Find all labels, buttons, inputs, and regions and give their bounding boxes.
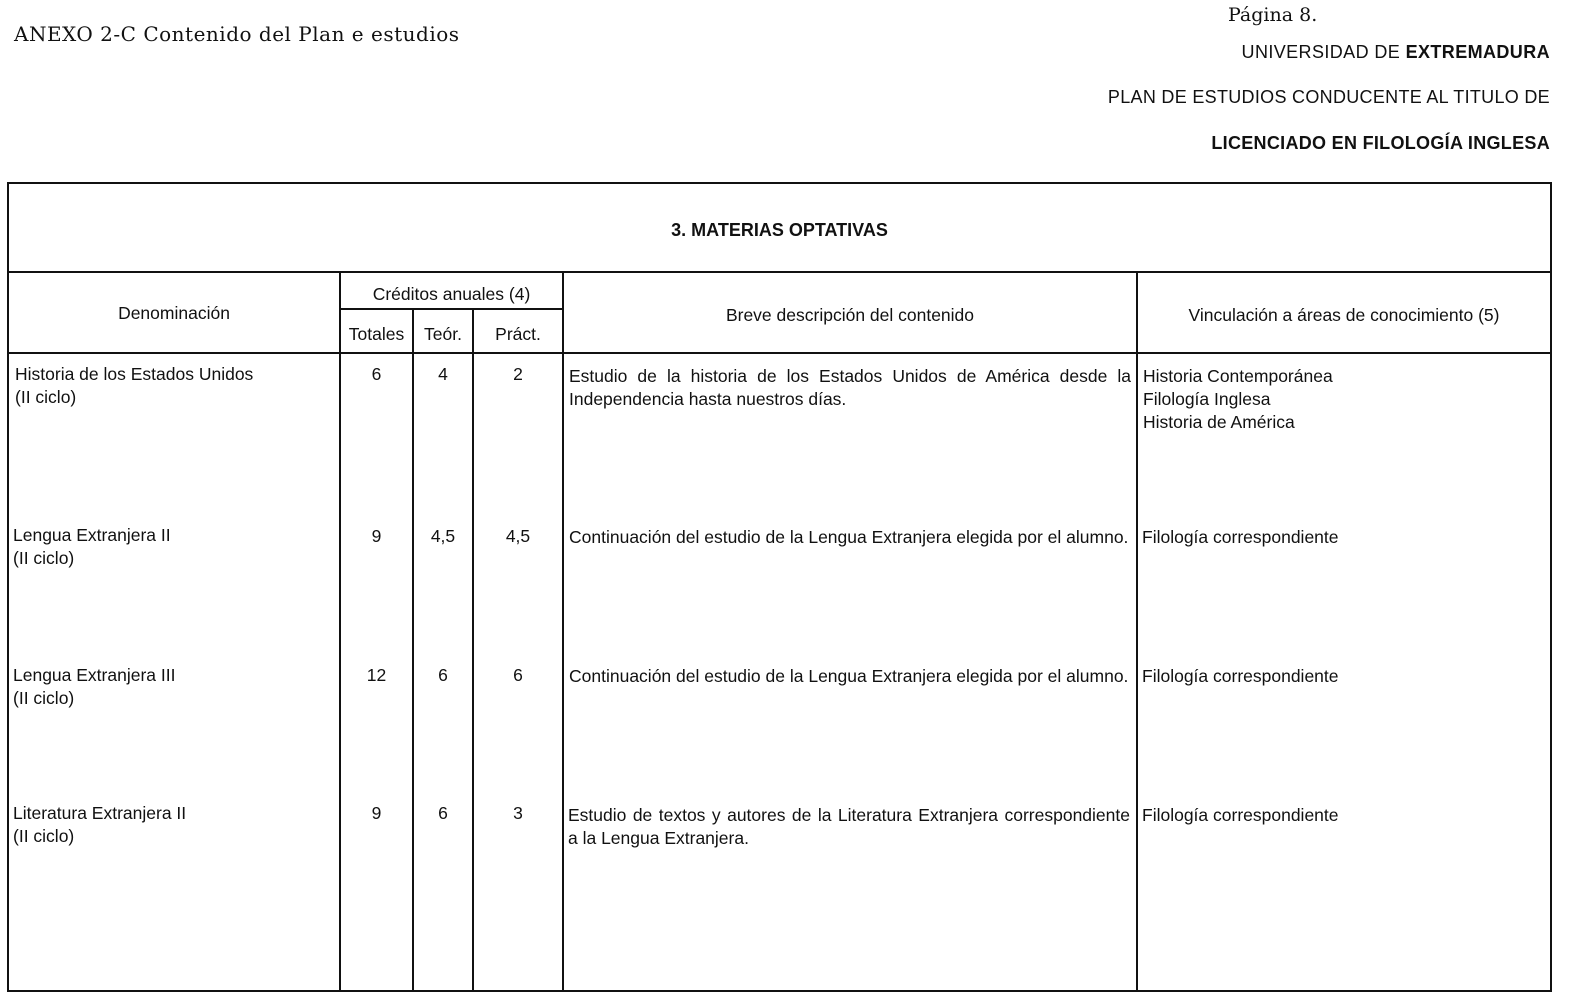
credits-theory: 6 [438, 665, 448, 685]
area-item: Filología correspondiente [1142, 805, 1339, 825]
credits-practice: 2 [513, 364, 523, 384]
degree-title: LICENCIADO EN FILOLOGÍA INGLESA [1211, 133, 1550, 153]
area-item: Filología correspondiente [1142, 527, 1339, 547]
course-areas [1142, 804, 1339, 827]
course-description: Continuación del estudio de la Lengua Extranjera elegida por el alumno. [569, 527, 1129, 547]
course-description: Continuación del estudio de la Lengua Extranjera elegida por el alumno. [569, 666, 1129, 686]
rule-header [9, 352, 1550, 354]
credits-theory: 6 [438, 803, 448, 823]
course-cycle: (II ciclo) [13, 826, 75, 846]
credits-total: 9 [371, 803, 382, 823]
university-name: EXTREMADURA [1405, 42, 1550, 62]
course-description: Estudio de textos y autores de la Literatura Extranjera correspondiente a la Lengua Extranjera. [568, 805, 1130, 848]
rule-col-total [412, 308, 414, 990]
area-item: Filología Inglesa [1143, 389, 1271, 409]
course-cycle: (II ciclo) [15, 387, 77, 407]
table-row [13, 802, 186, 848]
course-areas [1142, 526, 1339, 549]
rule-col-description [1136, 271, 1138, 990]
rule-title [9, 271, 1550, 273]
table-row [13, 524, 171, 570]
area-item: Filología correspondiente [1142, 666, 1339, 686]
credits-total: 9 [371, 526, 382, 546]
credits-practice: 6 [513, 665, 523, 685]
rule-credits-group [339, 308, 562, 310]
course-name: Historia de los Estados Unidos [15, 364, 254, 384]
col-header-credits: Créditos anuales (4) [372, 284, 531, 304]
credits-practice: 4,5 [505, 526, 531, 546]
page-number: Página 8. [1228, 4, 1318, 26]
courses-table [7, 182, 1552, 992]
course-cycle: (II ciclo) [13, 548, 75, 568]
area-item: Historia de América [1143, 412, 1295, 432]
col-header-total: Totales [348, 324, 405, 344]
credits-total: 12 [366, 665, 387, 685]
course-name: Lengua Extranjera III [13, 665, 176, 685]
col-header-description: Breve descripción del contenido [725, 305, 975, 325]
area-item: Historia Contemporánea [1143, 366, 1333, 386]
course-areas [1143, 365, 1333, 434]
course-name: Literatura Extranjera II [13, 803, 187, 823]
plan-line: PLAN DE ESTUDIOS CONDUCENTE AL TITULO DE [1107, 87, 1550, 107]
credits-total: 6 [371, 364, 382, 384]
university-line [1242, 42, 1550, 63]
rule-col-practice [562, 271, 564, 990]
university-prefix: UNIVERSIDAD DE [1241, 42, 1401, 62]
col-header-theory: Teór. [424, 324, 462, 344]
credits-theory: 4,5 [430, 526, 456, 546]
course-areas [1142, 665, 1339, 688]
col-header-areas: Vinculación a áreas de conocimiento (5) [1188, 305, 1500, 325]
section-title: 3. MATERIAS OPTATIVAS [671, 220, 888, 240]
col-header-name: Denominación [118, 303, 230, 323]
course-description: Estudio de la historia de los Estados Unidos de América desde la Independencia hasta nuestros días. [569, 366, 1131, 409]
course-name: Lengua Extranjera II [13, 525, 171, 545]
rule-col-theory [472, 308, 474, 990]
credits-theory: 4 [438, 364, 448, 384]
credits-practice: 3 [513, 803, 523, 823]
course-cycle: (II ciclo) [13, 688, 75, 708]
annex-title: ANEXO 2-C Contenido del Plan e estudios [14, 22, 460, 46]
col-header-practice: Práct. [495, 324, 541, 344]
table-row [15, 363, 253, 409]
table-row [13, 664, 175, 710]
